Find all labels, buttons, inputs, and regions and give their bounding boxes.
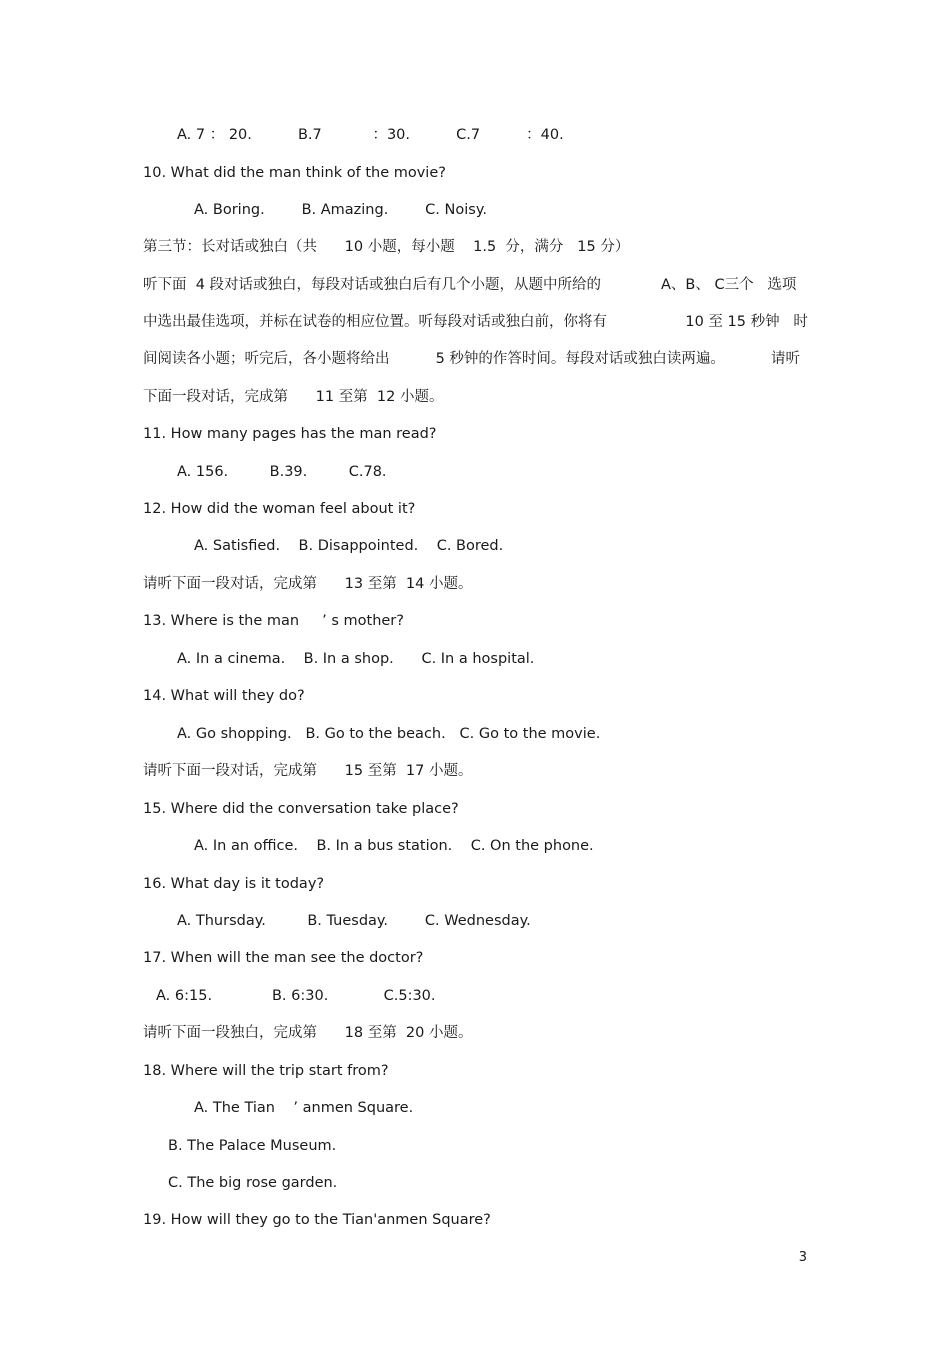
instruction-line-2: 中选出最佳选项，并标在试卷的相应位置。听每段对话或独白前，你将有 10 至 15 秒钟 时 (143, 314, 808, 330)
line-q14: 14. What will they do? (143, 688, 305, 704)
line-q15: 15. Where did the conversation take place? (143, 801, 459, 817)
line-q11: 11. How many pages has the man read? (143, 426, 437, 442)
instruction-line-1: 听下面 4 段对话或独白，每段对话或独白后有几个小题，从题中所给的 A、B、 C三个 选项 (143, 277, 797, 293)
line-q19: 19. How will they go to the Tian'anmen Square? (143, 1212, 491, 1228)
line-q17-options: A. 6:15. B. 6:30. C.5:30. (156, 988, 436, 1004)
section-heading: 第三节：长对话或独白（共 10 小题，每小题 1.5 分，满分 15 分） (143, 239, 630, 255)
line-q18: 18. Where will the trip start from? (143, 1063, 389, 1079)
line-q15-options: A. In an office. B. In a bus station. C. On the phone. (194, 838, 594, 854)
line-q16: 16. What day is it today? (143, 876, 325, 892)
line-q17: 17. When will the man see the doctor? (143, 950, 424, 966)
instruction-15-17: 请听下面一段对话，完成第 15 至第 17 小题。 (143, 763, 473, 779)
line-q11-options: A. 156. B.39. C.78. (177, 464, 387, 480)
line-q18-option-c: C. The big rose garden. (168, 1175, 338, 1191)
line-q10-options: A. Boring. B. Amazing. C. Noisy. (194, 202, 487, 218)
line-q13: 13. Where is the man ’ s mother? (143, 613, 404, 629)
line-q10: 10. What did the man think of the movie? (143, 165, 446, 181)
line-q12: 12. How did the woman feel about it? (143, 501, 416, 517)
line-q12-options: A. Satisfied. B. Disappointed. C. Bored. (194, 538, 504, 554)
line-q16-options: A. Thursday. B. Tuesday. C. Wednesday. (177, 913, 531, 929)
instruction-13-14: 请听下面一段对话，完成第 13 至第 14 小题。 (143, 576, 473, 592)
instruction-18-20: 请听下面一段独白，完成第 18 至第 20 小题。 (143, 1025, 473, 1041)
line-q18-option-b: B. The Palace Museum. (168, 1138, 337, 1154)
instruction-line-4: 下面一段对话，完成第 11 至第 12 小题。 (143, 389, 444, 405)
line-q9-options: A. 7 ： 20. B.7 ：30. C.7 ：40. (177, 127, 564, 143)
line-q18-option-a: A. The Tian ’ anmen Square. (194, 1100, 414, 1116)
line-q14-options: A. Go shopping. B. Go to the beach. C. Go to the movie. (177, 726, 601, 742)
page-number: 3 (798, 1250, 807, 1265)
line-q13-options: A. In a cinema. B. In a shop. C. In a hospital. (177, 651, 535, 667)
instruction-line-3: 间阅读各小题；听完后，各小题将给出 5 秒钟的作答时间。每段对话或独白读两遍。 请听 (143, 351, 801, 367)
